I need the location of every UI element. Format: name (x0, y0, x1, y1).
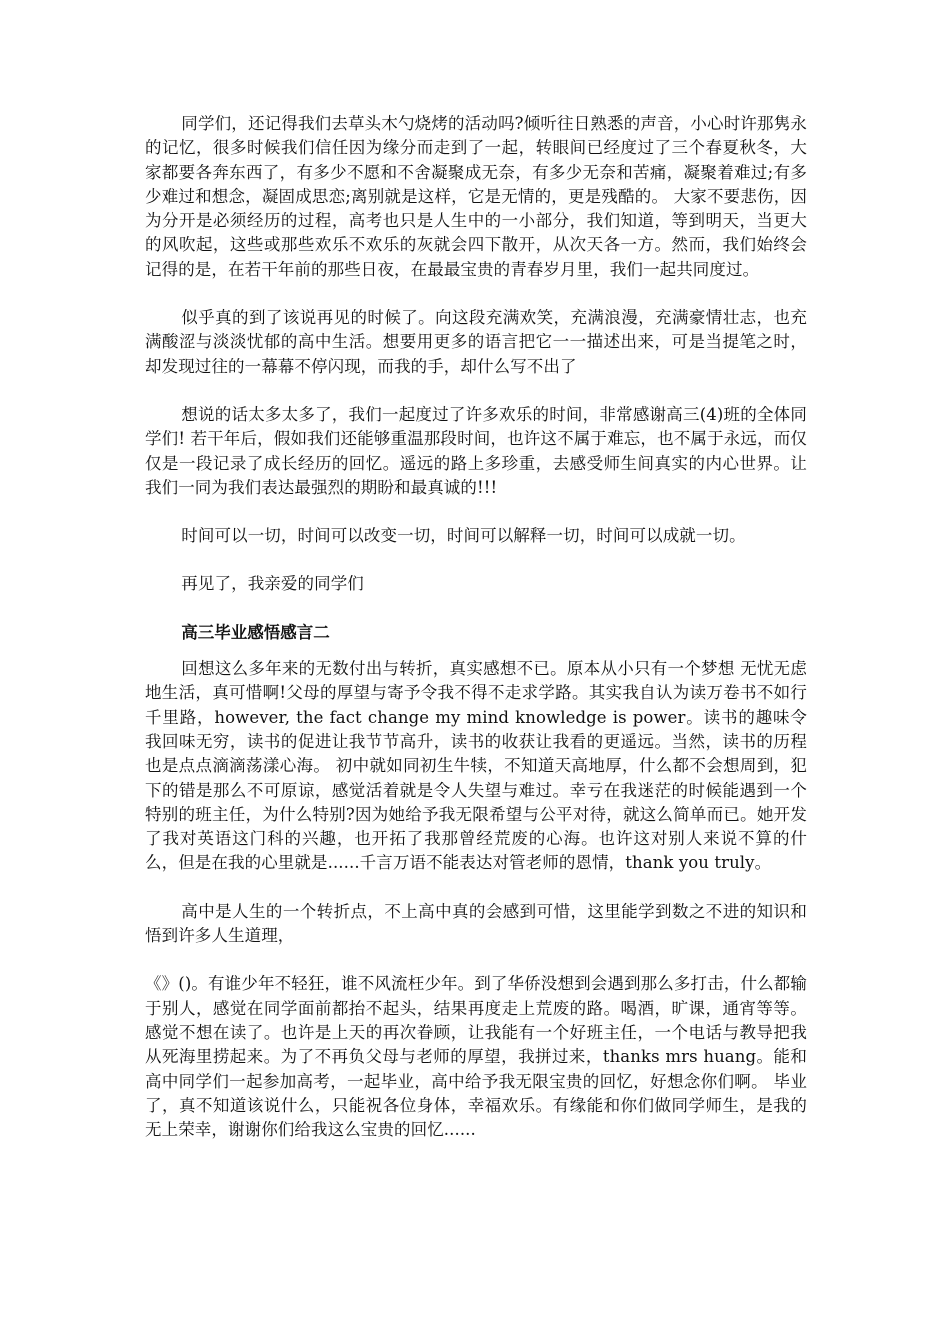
paragraph-high-school: 高中是人生的一个转折点，不上高中真的会感到可惜，这里能学到数之不进的知识和悟到许多人生道理， (145, 901, 807, 946)
document-body (145, 112, 807, 1142)
paragraph-farewell-time: 似乎真的到了该说再见的时候了。向这段充满欢笑，充满浪漫，充满豪情壮志，也充满酸涩与淡淡忧郁的高中生活。想要用更多的语言把它一一描述出来，可是当提笔之时，却发现过往的一幕幕不停闪现，而我的手，却什么写不出了 (145, 308, 807, 376)
paragraph-reflection: 回想这么多年来的无数付出与转折，真实感想不已。原本从小只有一个梦想 无忧无虑地生活，真可惜啊!父母的厚望与寄予令我不得不走求学路。其实我自认为读万卷书不如行千里路，however, the fact change my mind knowledge is power。读书的趣味令我回味无穷，读书的促进让我节节高升，读书的收获让我看的更遥远。当然，读书的历程也是点点滴滴荡漾心海。 初中就如同初生牛犊，不知道天高地厚，什么都不会想周到，犯下的错是那么不可原谅，感觉活着就是令人失望与难过。幸亏在我迷茫的时候能遇到一个特别的班主任，为什么特别?因为她给予我无限希望与公平对待，就这么简单而已。她开发了我对英语这门科的兴趣，也开拓了我那曾经荒废的心海。也许这对别人来说不算的什么，但是在我的心里就是......千言万语不能表达对管老师的恩情，thank you truly。 (145, 659, 807, 873)
paragraph-gap (145, 645, 807, 657)
paragraph-thanks-class: 想说的话太多太多了，我们一起度过了许多欢乐的时间，非常感谢高三(4)班的全体同学们! 若干年后，假如我们还能够重温那段时间，也许这不属于难忘，也不属于永远，而仅仅是一段记录了成长经历的回忆。遥远的路上多珍重，去感受师生间真实的内心世界。让我们一同为我们表达最强烈的期盼和最真诚的!!! (145, 404, 807, 497)
paragraph-gap (145, 379, 807, 403)
paragraph-gap (145, 948, 807, 972)
section-heading: 高三毕业感悟感言二 (181, 622, 330, 642)
paragraph-bbq-memory: 同学们，还记得我们去草头木勺烧烤的活动吗?倾听往日熟悉的声音，小心时许那隽永的记忆，很多时候我们信任因为缘分而走到了一起，转眼间已经度过了三个春夏秋冬，大家都要各奔东西了，有多少不愿和不舍凝聚成无奈，有多少无奈和苦痛，凝聚着难过;有多少难过和想念，凝固成思恋;离别就是这样，它是无情的，更是残酷的。 大家不要悲伤，因为分开是必须经历的过程，高考也只是人生中的一小部分，我们知道，等到明天，当更大的风吹起，这些或那些欢乐不欢乐的灰就会四下散开，从次天各一方。然而，我们始终会记得的是，在若干年前的那些日夜，在最最宝贵的青春岁月里，我们一起共同度过。 (145, 114, 807, 279)
paragraph-gap (145, 282, 807, 306)
paragraph-goodbye: 再见了，我亲爱的同学们 (181, 574, 364, 594)
paragraph-gap (145, 500, 807, 524)
paragraph-gap (145, 597, 807, 621)
paragraph-overseas-chinese: 《》()。有谁少年不轻狂，谁不风流枉少年。到了华侨没想到会遇到那么多打击，什么都输于别人，感觉在同学面前都抬不起头，结果再度走上荒废的路。喝酒，旷课，通宵等等。感觉不想在读了。也许是上天的再次眷顾，让我能有一个好班主任，一个电话与教导把我从死海里捞起来。为了不再负父母与老师的厚望，我拼过来，thanks mrs huang。能和高中同学们一起参加高考，一起毕业，高中给予我无限宝贵的回忆，好想念你们啊。 毕业了，真不知道该说什么，只能祝各位身体，幸福欢乐。有缘能和你们做同学师生，是我的无上荣幸，谢谢你们给我这么宝贵的回忆...... (145, 974, 807, 1140)
paragraph-time: 时间可以一切，时间可以改变一切，时间可以解释一切，时间可以成就一切。 (181, 526, 746, 546)
paragraph-gap (145, 548, 807, 572)
paragraph-gap (145, 876, 807, 900)
